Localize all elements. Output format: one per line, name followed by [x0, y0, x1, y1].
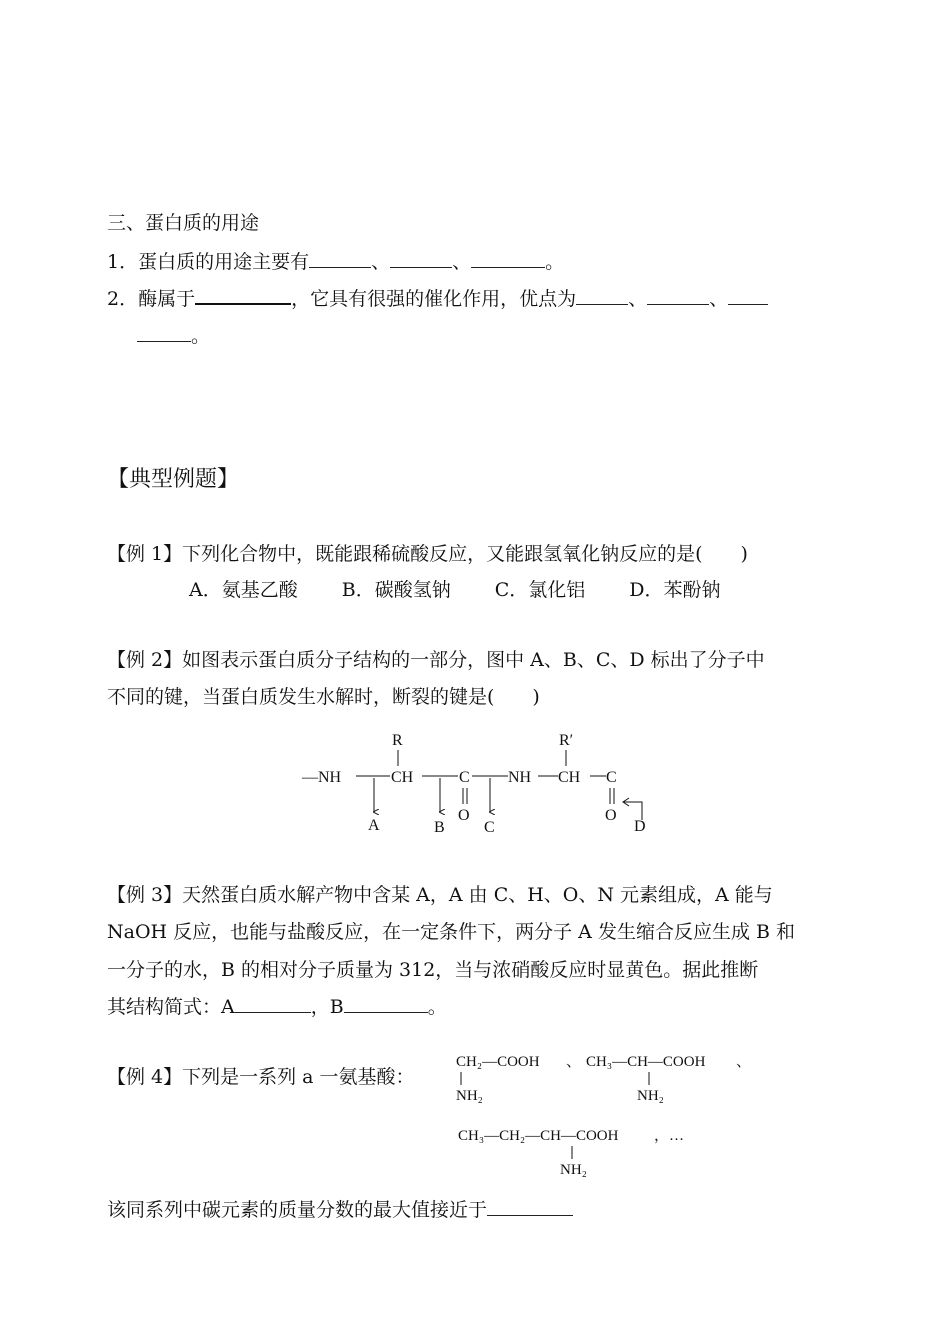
label-d: D [634, 818, 646, 835]
option-d: D．苯酚钠 [629, 579, 721, 601]
nh-group-1: —NH [302, 769, 342, 786]
example-4-stem: 【例 4】下列是一系列 a 一氨基酸： [107, 1066, 415, 1088]
separator: 、 [709, 288, 729, 310]
formula-3-amino: NH₂ [560, 1162, 587, 1178]
label-a: A [368, 817, 380, 834]
separator: 、 [736, 1054, 752, 1070]
separator: 、 [628, 288, 648, 310]
typical-examples-heading: 【典型例题】 [107, 467, 240, 492]
answer-blank-b[interactable] [344, 1011, 428, 1013]
answer-blank[interactable] [195, 302, 291, 305]
example-3-line-2: NaOH 反应，也能与盐酸反应，在一定条件下，两分子 A 发生缩合反应生成 B 和 [107, 921, 795, 943]
answer-blank[interactable] [137, 340, 191, 342]
example-3-line-1: 【例 3】天然蛋白质水解产物中含某 A，A 由 C、H、O、N 元素组成，A 能与 [107, 884, 773, 906]
amino-acid-formulas [450, 1048, 780, 1183]
answer-blank[interactable] [309, 266, 371, 268]
label-c: C [484, 819, 495, 836]
separator: 、 [566, 1054, 582, 1070]
question-2 [107, 290, 768, 309]
ellipsis: ，… [654, 1128, 685, 1144]
c-group-1: C [459, 769, 470, 786]
c-group-2: C [606, 769, 617, 786]
formula-1-amino: NH₂ [456, 1088, 483, 1104]
example-3-line-3: 一分子的水，B 的相对分子质量为 312，当与浓硝酸反应时显黄色。据此推断 [107, 959, 759, 981]
answer-blank[interactable] [576, 303, 628, 305]
example-3-line-4 [107, 998, 447, 1017]
structure-b-label: ，B [310, 996, 344, 1018]
ch-group-1: CH [391, 769, 414, 786]
section-heading: 三、蛋白质的用途 [107, 212, 260, 234]
option-a: A．氨基乙酸 [189, 579, 298, 601]
formula-2-chain: CH₃—CH—COOH [586, 1054, 706, 1070]
example-4-question [107, 1201, 573, 1220]
answer-blank[interactable] [647, 303, 709, 305]
example-2-line-2: 不同的键，当蛋白质发生水解时，断裂的键是( ) [107, 686, 540, 708]
answer-blank[interactable] [390, 266, 452, 268]
option-c: C．氯化铝 [494, 579, 586, 601]
oxygen-2: O [605, 807, 617, 824]
oxygen-1: O [458, 807, 470, 824]
r-group-2: R′ [559, 732, 574, 749]
formula-3-chain: CH₃—CH₂—CH—COOH [458, 1128, 619, 1144]
option-b: B．碳酸氢钠 [341, 579, 451, 601]
period: 。 [427, 996, 447, 1018]
example-1-options [189, 581, 720, 600]
formula-1-chain: CH₂—COOH [456, 1054, 540, 1070]
period: 。 [545, 251, 565, 273]
example-4-question-text: 该同系列中碳元素的质量分数的最大值接近于 [107, 1199, 488, 1221]
answer-blank[interactable] [471, 266, 545, 268]
example-1-stem: 【例 1】下列化合物中，既能跟稀硫酸反应，又能跟氢氧化钠反应的是( ) [107, 543, 748, 565]
example-2-line-1: 【例 2】如图表示蛋白质分子结构的一部分，图中 A、B、C、D 标出了分子中 [107, 649, 765, 671]
peptide-structure-diagram [300, 728, 660, 838]
label-b: B [434, 819, 445, 836]
nh-group-2: NH [508, 769, 532, 786]
separator: 、 [371, 251, 391, 273]
ch-group-2: CH [558, 769, 581, 786]
question-2-prefix: 2．酶属于 [107, 288, 196, 310]
answer-blank[interactable] [728, 303, 768, 305]
answer-blank[interactable] [487, 1214, 573, 1216]
answer-blank-a[interactable] [235, 1011, 311, 1013]
period: 。 [191, 325, 211, 347]
question-1-text: 1．蛋白质的用途主要有 [107, 251, 310, 273]
structure-prompt: 其结构简式：A [107, 996, 235, 1018]
r-group-1: R [392, 732, 403, 749]
question-2-middle: ，它具有很强的催化作用，优点为 [291, 288, 577, 310]
question-2-continued [137, 327, 210, 346]
separator: 、 [452, 251, 472, 273]
formula-2-amino: NH₂ [637, 1088, 664, 1104]
question-1 [107, 253, 564, 272]
